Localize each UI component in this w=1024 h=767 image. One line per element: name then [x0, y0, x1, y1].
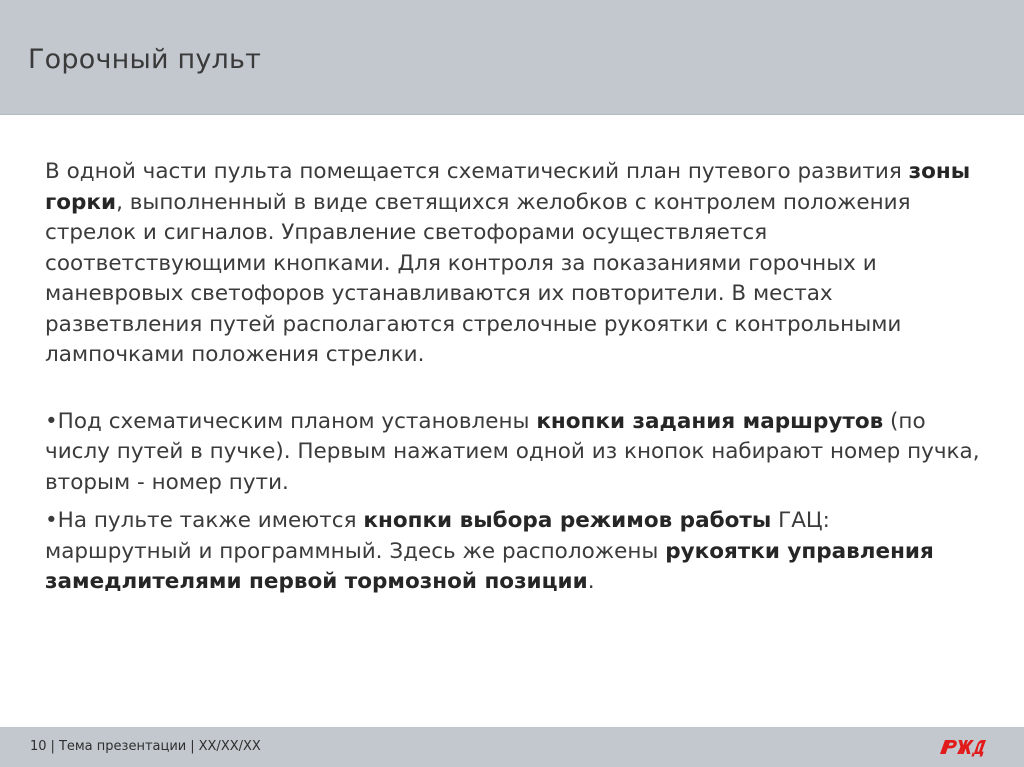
- bullet-2-text-4: рукоятки управления замедлителями первой тормозной позиции: [45, 538, 934, 594]
- bullet-item-mode-buttons: [45, 506, 980, 598]
- bullet-1-text-3: (по числу путей в пучке). Первым нажатием одной из кнопок набирают номер пучка, вторым - номер пути.: [45, 408, 980, 495]
- intro-text-3: , выполненный в виде светящихся желобков с контролем положения стрелок и сигналов. Управление светофорами осуществляется соответствующими кнопками. Для контроля за показаниями горочных и маневровых светофоров устанавливаются их повторители. В местах разветвления путей располагаются стрелочные рукоятки с контрольными лампочками положения стрелки.: [45, 189, 911, 367]
- bullet-2-text-2: кнопки выбора режимов работы: [363, 508, 772, 533]
- slide-header: [0, 0, 1024, 115]
- slide-title: Горочный пульт: [28, 44, 262, 75]
- intro-text-2: зоны горки: [45, 159, 971, 215]
- footer-separator-2: |: [190, 739, 195, 754]
- bullet-1-text-2: кнопки задания маршрутов: [536, 408, 884, 434]
- bullet-1-text-1: •Под схематическим планом установлены: [45, 408, 537, 434]
- footer-info: [30, 739, 261, 755]
- bullet-item-route-buttons: [45, 407, 980, 499]
- intro-paragraph: [45, 157, 980, 371]
- page-number: 10: [30, 739, 47, 754]
- slide-footer: [0, 727, 1024, 767]
- rzd-logo: [935, 734, 987, 758]
- bullet-2-text-1: •На пульте также имеются: [45, 508, 364, 533]
- slide-body: [45, 157, 980, 598]
- presentation-topic: Тема презентации: [58, 739, 187, 754]
- footer-separator-1: |: [50, 739, 55, 754]
- intro-text-1: В одной части пульта помещается схематический план путевого развития: [45, 159, 909, 184]
- presentation-date: XX/XX/XX: [198, 739, 261, 754]
- bullet-2-text-5: .: [587, 569, 595, 594]
- bullet-2-text-3: ГАЦ: маршрутный и программный. Здесь же расположены: [45, 508, 830, 564]
